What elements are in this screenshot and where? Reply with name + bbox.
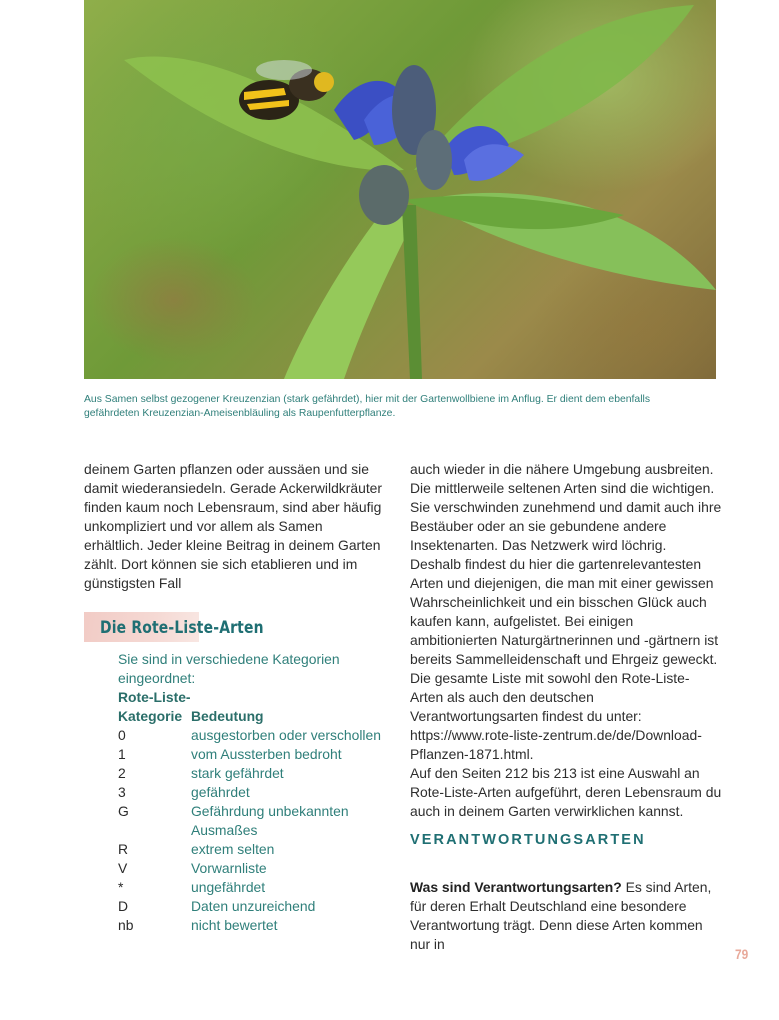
category-meaning: nicht bewertet bbox=[191, 917, 278, 933]
category-row bbox=[118, 726, 391, 745]
category-meaning: gefährdet bbox=[191, 784, 250, 800]
category-row bbox=[118, 802, 391, 840]
category-row bbox=[118, 859, 391, 878]
header-meaning: Bedeutung bbox=[191, 708, 264, 724]
photo-caption: Aus Samen selbst gezogener Kreuzenzian (stark gefährdet), hier mit der Gartenwollbiene im Anflug. Er dient dem ebenfalls gefährdeten Kreuzenzian-Ameisenbläuling als Raupenfutterpflanze. bbox=[84, 394, 651, 419]
category-row bbox=[118, 783, 391, 802]
photo-illustration bbox=[84, 0, 716, 379]
page-number: 79 bbox=[735, 946, 749, 962]
category-meaning: Gefährdung unbekannten Ausmaßes bbox=[191, 803, 349, 838]
category-row bbox=[118, 745, 391, 764]
category-code: D bbox=[118, 898, 129, 914]
right-column-text bbox=[410, 460, 722, 821]
category-row bbox=[118, 764, 391, 783]
right-paragraph-1: auch wieder in die nähere Umgebung ausbreiten. Die mittlerweile seltenen Arten sind die wichtigen. Sie verschwinden zunehmend und damit auch ihre Bestäuber oder an sie gebundene andere Insektenarten. Das Netzwerk wird löchrig. bbox=[410, 461, 722, 553]
category-rows bbox=[118, 726, 391, 935]
category-table-header bbox=[118, 688, 391, 726]
category-meaning: ungefährdet bbox=[191, 879, 266, 895]
category-meaning: Vorwarnliste bbox=[191, 860, 267, 876]
answer: Es sind Arten, für deren Erhalt Deutschland eine besondere Verantwortung trägt. Denn diese Arten kommen nur in bbox=[410, 879, 712, 952]
section-heading: Die Rote-Liste-Arten bbox=[100, 618, 264, 638]
category-code: G bbox=[118, 803, 129, 819]
category-code: 1 bbox=[118, 746, 126, 762]
right-paragraph-3: Auf den Seiten 212 bis 213 ist eine Auswahl an Rote-Liste-Arten aufgeführt, deren Lebensraum du auch in deinem Garten verwirklichen kannst. bbox=[410, 765, 722, 819]
category-row bbox=[118, 897, 391, 916]
category-meaning: Daten unzureichend bbox=[191, 898, 316, 914]
category-code: nb bbox=[118, 917, 134, 933]
left-column-text bbox=[84, 460, 384, 593]
left-paragraph: deinem Garten pflanzen oder aussäen und sie damit wiederansiedeln. Gerade Ackerwildkräuter finden kaum noch Lebensraum, sind aber häufig unkompliziert und vor allem als Samen erhältlich. Jeder kleine Beitrag in deinem Garten zählt. Dort können sie sich etablieren und im günstigsten Fall bbox=[84, 461, 383, 591]
category-intro: Sie sind in verschiedene Kategorien eingeordnet: bbox=[118, 651, 340, 686]
subheading-verantwortungsarten: VERANTWORTUNGSARTEN bbox=[410, 832, 646, 848]
header-category: Rote-Liste- Kategorie bbox=[118, 689, 191, 724]
category-row bbox=[118, 916, 391, 935]
gentian-bee-photo bbox=[84, 0, 716, 379]
category-code: V bbox=[118, 860, 128, 876]
category-code: * bbox=[118, 879, 124, 895]
category-meaning: stark gefährdet bbox=[191, 765, 284, 781]
category-meaning: ausgestorben oder verschollen bbox=[191, 727, 381, 743]
category-table bbox=[118, 688, 391, 935]
category-code: 0 bbox=[118, 727, 126, 743]
category-row bbox=[118, 840, 391, 859]
category-meaning: vom Aussterben bedroht bbox=[191, 746, 342, 762]
category-code: 3 bbox=[118, 784, 126, 800]
category-row bbox=[118, 878, 391, 897]
right-column-text-2 bbox=[410, 878, 722, 954]
question-paragraph bbox=[410, 878, 722, 954]
category-meaning: extrem selten bbox=[191, 841, 275, 857]
question: Was sind Verantwortungsarten? bbox=[410, 879, 622, 895]
right-paragraph-2: Deshalb findest du hier die gartenrelevantesten Arten und diejenigen, die man mit einer gewissen Wahrscheinlichkeit und ein bisschen Glück auch kaufen kann, aufgelistet. Bei einigen ambitionierten Naturgärtnerinnen und -gärtnern ist bereits Sammelleidenschaft und Ehrgeiz geweckt. Die gesamte Liste mit sowohl den Rote-Liste-Arten als auch den deutschen Verantwortungsarten findest du unter: https://www.rote-liste-zentrum.de/de/Download-Pflanzen-1871.html. bbox=[410, 556, 719, 762]
category-code: R bbox=[118, 841, 129, 857]
category-code: 2 bbox=[118, 765, 126, 781]
